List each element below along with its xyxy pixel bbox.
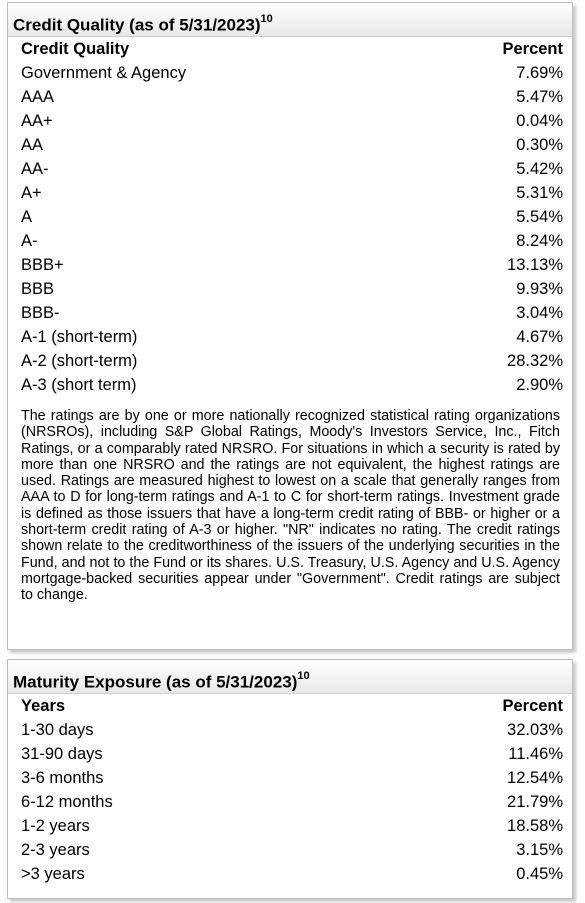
row-percent: 3.15%	[516, 840, 563, 859]
row-label: Government & Agency	[21, 63, 187, 82]
table-row	[21, 814, 563, 838]
table-row	[21, 229, 563, 253]
credit-quality-header	[8, 3, 572, 37]
maturity-exposure-table	[21, 694, 563, 886]
table-row	[21, 301, 563, 325]
maturity-exposure-header-row	[21, 694, 563, 718]
row-percent: 7.69%	[516, 63, 563, 82]
row-percent: 2.90%	[516, 375, 563, 394]
row-label: AA+	[21, 111, 53, 130]
table-row	[21, 181, 563, 205]
row-percent: 11.46%	[508, 744, 563, 763]
row-label: A+	[21, 183, 42, 202]
row-percent: 5.42%	[516, 159, 563, 178]
row-percent: 8.24%	[516, 231, 563, 250]
table-row	[21, 85, 563, 109]
row-percent: 0.45%	[516, 864, 563, 883]
row-percent: 4.67%	[516, 327, 563, 346]
row-label: 1-2 years	[21, 816, 90, 835]
table-row	[21, 109, 563, 133]
maturity-exposure-title: Maturity Exposure (as of 5/31/2023)	[13, 672, 298, 692]
row-label: A-	[21, 231, 38, 250]
table-row	[21, 205, 563, 229]
row-percent: 5.31%	[516, 183, 563, 202]
years-column-header: Years	[21, 696, 66, 715]
credit-quality-panel	[7, 2, 573, 650]
percent-column-header: Percent	[502, 696, 563, 715]
table-row	[21, 373, 563, 397]
row-percent: 18.58%	[507, 816, 563, 835]
row-percent: 3.04%	[516, 303, 563, 322]
row-percent: 9.93%	[516, 279, 563, 298]
row-label: 1-30 days	[21, 720, 94, 739]
row-label: AA-	[21, 159, 49, 178]
row-label: 3-6 months	[21, 768, 104, 787]
row-label: A-2 (short-term)	[21, 351, 138, 370]
table-row	[21, 742, 563, 766]
credit-quality-rows	[21, 61, 563, 397]
row-label: A-3 (short term)	[21, 375, 137, 394]
row-percent: 0.04%	[516, 111, 563, 130]
row-label: BBB+	[21, 255, 64, 274]
row-percent: 21.79%	[507, 792, 563, 811]
credit-quality-title: Credit Quality (as of 5/31/2023)	[13, 15, 261, 35]
table-row	[21, 790, 563, 814]
row-percent: 32.03%	[507, 720, 563, 739]
row-percent: 0.30%	[516, 135, 563, 154]
credit-quality-note: The ratings are by one or more nationally recognized statistical rating organizations (NRSROs), including S&P Global Ratings, Moody's Investors Service, Inc., Fitch Ratings, or a comparably rated NRSRO. For situations in which a security is rated by more than one NRSRO and the ratings are not equivalent, the highest ratings are used. Ratings are measured highest to lowest on a scale that generally ranges from AAA to D for long-term ratings and A-1 to C for short-term ratings. Investment grade is defined as those issuers that have a long-term credit rating of BBB- or higher or a short-term credit rating of A-3 or higher. "NR" indicates no rating. The credit ratings shown relate to the creditworthiness of the issuers of the underlying securities in the Fund, and not to the Fund or its shares. U.S. Treasury, U.S. Agency and U.S. Agency mortgage-backed securities appear under "Government". Credit ratings are subject to change.	[21, 408, 560, 604]
row-percent: 13.13%	[507, 255, 563, 274]
credit-quality-table	[21, 37, 563, 397]
table-row	[21, 133, 563, 157]
row-percent: 5.54%	[516, 207, 563, 226]
maturity-exposure-footnote-ref: 10	[297, 670, 310, 682]
table-row	[21, 838, 563, 862]
row-label: BBB-	[21, 303, 60, 322]
credit-quality-header-row	[21, 37, 563, 61]
credit-quality-footnote-ref: 10	[260, 13, 273, 25]
table-row	[21, 157, 563, 181]
percent-column-header: Percent	[502, 39, 563, 58]
row-percent: 28.32%	[507, 351, 563, 370]
row-label: A	[21, 207, 33, 226]
row-label: >3 years	[21, 864, 85, 883]
row-label: AA	[21, 135, 44, 154]
table-row	[21, 718, 563, 742]
maturity-exposure-header	[8, 660, 572, 694]
row-label: 2-3 years	[21, 840, 90, 859]
row-label: 6-12 months	[21, 792, 113, 811]
row-label: AAA	[21, 87, 55, 106]
table-row	[21, 253, 563, 277]
row-label: BBB	[21, 279, 55, 298]
maturity-exposure-panel	[7, 659, 573, 899]
row-percent: 12.54%	[507, 768, 563, 787]
table-row	[21, 349, 563, 373]
table-row	[21, 277, 563, 301]
row-label: A-1 (short-term)	[21, 327, 138, 346]
table-row	[21, 325, 563, 349]
row-label: 31-90 days	[21, 744, 103, 763]
table-row	[21, 766, 563, 790]
row-percent: 5.47%	[516, 87, 563, 106]
maturity-exposure-rows	[21, 718, 563, 886]
table-row	[21, 61, 563, 85]
table-row	[21, 862, 563, 886]
credit-quality-column-header: Credit Quality	[21, 39, 130, 58]
